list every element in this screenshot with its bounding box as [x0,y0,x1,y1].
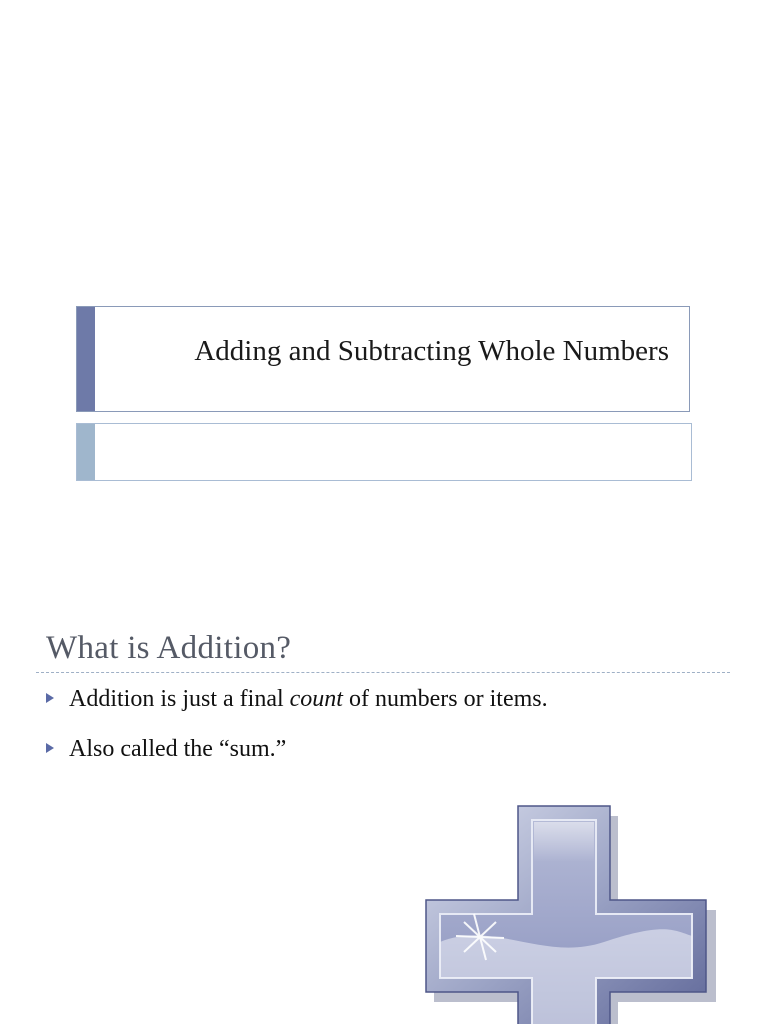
slide-title: Adding and Subtracting Whole Numbers [194,335,669,367]
title-divider [36,672,730,673]
title-accent-bar [77,307,95,411]
content-slide [0,588,768,1024]
subtitle-accent-bar [77,424,95,480]
bullet-item [46,734,548,764]
bullet-arrow-icon [46,743,54,753]
bullet-item [46,684,548,714]
bullet-text-start: Also called the “sum.” [69,736,287,762]
bullet-list [46,684,548,784]
plus-sign-icon [424,802,716,1024]
bullet-arrow-icon [46,693,54,703]
bullet-text-emphasis: count [289,686,343,712]
content-slide-title: What is Addition? [46,630,292,666]
subtitle-placeholder [76,423,692,481]
bullet-text-start: Addition is just a final [69,686,290,712]
bullet-text-end: of numbers or items. [342,686,548,712]
title-placeholder [76,306,690,412]
